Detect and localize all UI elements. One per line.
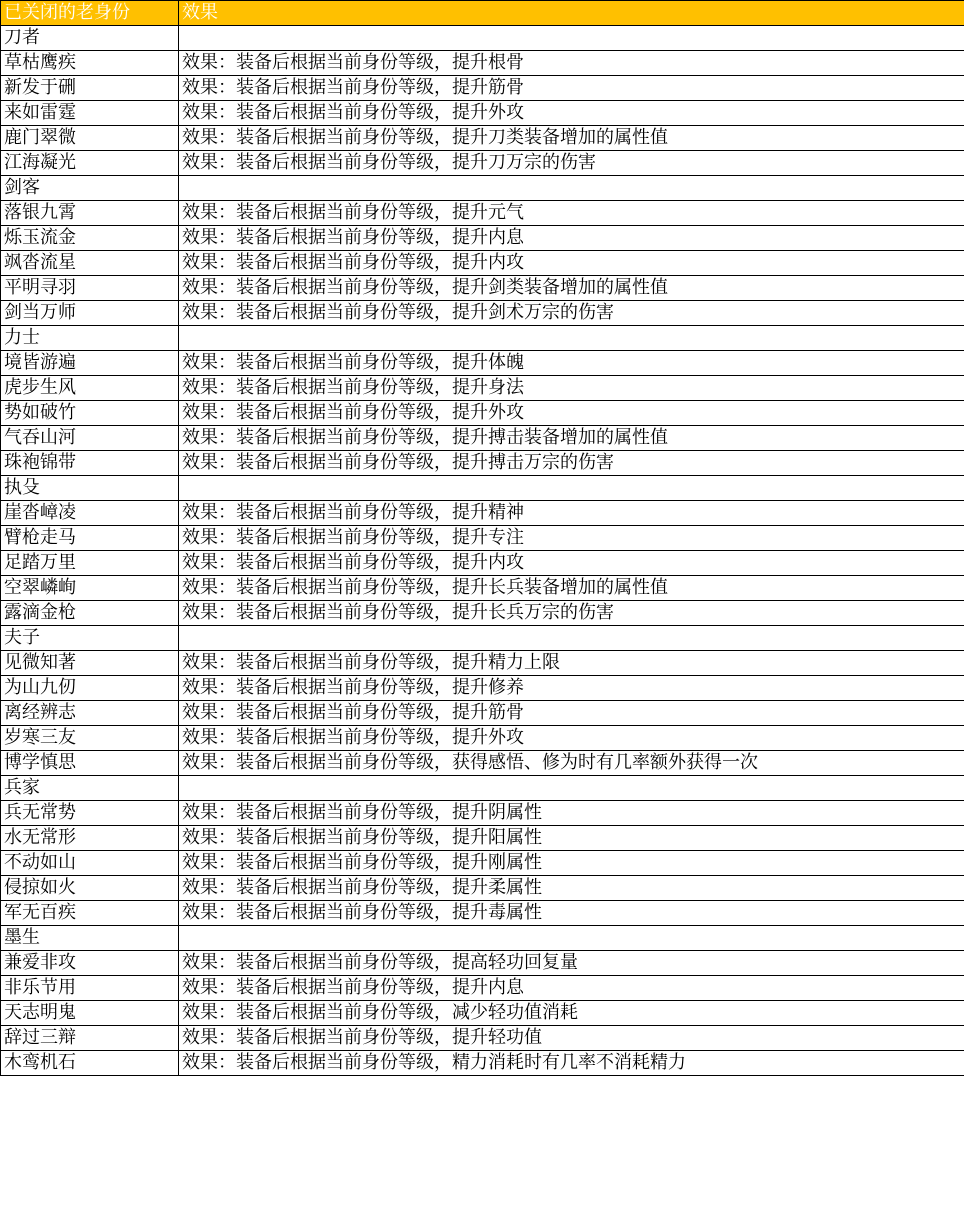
table-row [1, 826, 964, 851]
identity-cell[interactable]: 离经辨志 [1, 701, 179, 726]
identity-cell[interactable]: 执殳 [1, 476, 179, 501]
effect-cell[interactable]: 效果：装备后根据当前身份等级，提升内息 [179, 226, 964, 251]
effect-cell[interactable]: 效果：装备后根据当前身份等级，提升搏击装备增加的属性值 [179, 426, 964, 451]
identity-cell[interactable]: 烁玉流金 [1, 226, 179, 251]
effect-cell[interactable]: 效果：装备后根据当前身份等级，提升内息 [179, 976, 964, 1001]
identity-cell[interactable]: 落银九霄 [1, 201, 179, 226]
effect-cell[interactable]: 效果：装备后根据当前身份等级，提升外攻 [179, 726, 964, 751]
table-row [1, 401, 964, 426]
table-row [1, 251, 964, 276]
effect-cell[interactable] [179, 776, 964, 801]
table-row [1, 751, 964, 776]
table-row [1, 301, 964, 326]
identity-cell[interactable]: 墨生 [1, 926, 179, 951]
identity-cell[interactable]: 博学慎思 [1, 751, 179, 776]
table-row [1, 651, 964, 676]
effect-cell[interactable]: 效果：装备后根据当前身份等级，提升长兵装备增加的属性值 [179, 576, 964, 601]
effect-cell[interactable]: 效果：装备后根据当前身份等级，提升专注 [179, 526, 964, 551]
table-row [1, 151, 964, 176]
identity-cell[interactable]: 势如破竹 [1, 401, 179, 426]
effect-cell[interactable] [179, 326, 964, 351]
identity-cell[interactable]: 辞过三辩 [1, 1026, 179, 1051]
effect-cell[interactable]: 效果：装备后根据当前身份等级，减少轻功值消耗 [179, 1001, 964, 1026]
table-body [1, 26, 964, 1076]
effect-cell[interactable]: 效果：装备后根据当前身份等级，提升刚属性 [179, 851, 964, 876]
table-row [1, 326, 964, 351]
identity-cell[interactable]: 气吞山河 [1, 426, 179, 451]
table-row [1, 901, 964, 926]
effect-cell[interactable]: 效果：装备后根据当前身份等级，获得感悟、修为时有几率额外获得一次 [179, 751, 964, 776]
effect-cell[interactable] [179, 176, 964, 201]
identity-cell[interactable]: 军无百疾 [1, 901, 179, 926]
identity-cell[interactable]: 夫子 [1, 626, 179, 651]
table-row [1, 1001, 964, 1026]
identity-cell[interactable]: 境皆游遍 [1, 351, 179, 376]
effect-cell[interactable]: 效果：装备后根据当前身份等级，提升身法 [179, 376, 964, 401]
table-row [1, 626, 964, 651]
identity-cell[interactable]: 平明寻羽 [1, 276, 179, 301]
identity-cell[interactable]: 刀者 [1, 26, 179, 51]
identity-cell[interactable]: 空翠嶙峋 [1, 576, 179, 601]
table-row [1, 576, 964, 601]
effect-cell[interactable]: 效果：装备后根据当前身份等级，提升精神 [179, 501, 964, 526]
effect-cell[interactable]: 效果：装备后根据当前身份等级，精力消耗时有几率不消耗精力 [179, 1051, 964, 1076]
effect-cell[interactable]: 效果：装备后根据当前身份等级，提升修养 [179, 676, 964, 701]
effect-cell[interactable]: 效果：装备后根据当前身份等级，提升内攻 [179, 251, 964, 276]
identity-cell[interactable]: 新发于硎 [1, 76, 179, 101]
header-effect[interactable]: 效果 [179, 1, 964, 26]
identity-cell[interactable]: 天志明鬼 [1, 1001, 179, 1026]
identity-cell[interactable]: 兵无常势 [1, 801, 179, 826]
identity-cell[interactable]: 足踏万里 [1, 551, 179, 576]
header-identity[interactable]: 已关闭的老身份 [1, 1, 179, 26]
effect-cell[interactable] [179, 26, 964, 51]
identity-cell[interactable]: 侵掠如火 [1, 876, 179, 901]
effect-cell[interactable]: 效果：装备后根据当前身份等级，提升轻功值 [179, 1026, 964, 1051]
identity-cell[interactable]: 飒沓流星 [1, 251, 179, 276]
identity-cell[interactable]: 力士 [1, 326, 179, 351]
table-row [1, 951, 964, 976]
identity-cell[interactable]: 江海凝光 [1, 151, 179, 176]
effect-cell[interactable]: 效果：装备后根据当前身份等级，提升柔属性 [179, 876, 964, 901]
identity-cell[interactable]: 珠袍锦带 [1, 451, 179, 476]
table-row [1, 701, 964, 726]
table-row [1, 201, 964, 226]
table-row [1, 126, 964, 151]
table-row [1, 526, 964, 551]
effect-cell[interactable]: 效果：装备后根据当前身份等级，提升剑术万宗的伤害 [179, 301, 964, 326]
table-row [1, 176, 964, 201]
identity-cell[interactable]: 剑客 [1, 176, 179, 201]
table-row [1, 26, 964, 51]
effect-cell[interactable] [179, 476, 964, 501]
table-row [1, 501, 964, 526]
effect-cell[interactable]: 效果：装备后根据当前身份等级，提升筋骨 [179, 701, 964, 726]
identity-cell[interactable]: 岁寒三友 [1, 726, 179, 751]
table-row [1, 226, 964, 251]
table-row [1, 276, 964, 301]
effect-cell[interactable]: 效果：装备后根据当前身份等级，提升元气 [179, 201, 964, 226]
table-row [1, 851, 964, 876]
header-row [1, 1, 964, 26]
effect-cell[interactable]: 效果：装备后根据当前身份等级，提升长兵万宗的伤害 [179, 601, 964, 626]
identity-cell[interactable]: 木鸾机石 [1, 1051, 179, 1076]
table-row [1, 476, 964, 501]
table-row [1, 451, 964, 476]
identity-cell[interactable]: 剑当万师 [1, 301, 179, 326]
effect-cell[interactable]: 效果：装备后根据当前身份等级，提升内攻 [179, 551, 964, 576]
identity-cell[interactable]: 崖沓嶂凌 [1, 501, 179, 526]
effect-cell[interactable] [179, 926, 964, 951]
identity-cell[interactable]: 兵家 [1, 776, 179, 801]
effect-cell[interactable]: 效果：装备后根据当前身份等级，提升外攻 [179, 401, 964, 426]
identity-cell[interactable]: 见微知著 [1, 651, 179, 676]
effect-cell[interactable]: 效果：装备后根据当前身份等级，提升刀万宗的伤害 [179, 151, 964, 176]
table-row [1, 51, 964, 76]
table-row [1, 726, 964, 751]
effect-cell[interactable]: 效果：装备后根据当前身份等级，提升外攻 [179, 101, 964, 126]
identity-cell[interactable]: 非乐节用 [1, 976, 179, 1001]
effect-cell[interactable]: 效果：装备后根据当前身份等级，提升精力上限 [179, 651, 964, 676]
table-row [1, 1051, 964, 1076]
identity-cell[interactable]: 水无常形 [1, 826, 179, 851]
effect-cell[interactable]: 效果：装备后根据当前身份等级，提升根骨 [179, 51, 964, 76]
table-row [1, 1026, 964, 1051]
effect-cell[interactable]: 效果：装备后根据当前身份等级，提升体魄 [179, 351, 964, 376]
effect-cell[interactable]: 效果：装备后根据当前身份等级，提升阴属性 [179, 801, 964, 826]
table-row [1, 601, 964, 626]
identity-cell[interactable]: 为山九仞 [1, 676, 179, 701]
table-row [1, 676, 964, 701]
effect-cell[interactable]: 效果：装备后根据当前身份等级，提升搏击万宗的伤害 [179, 451, 964, 476]
table-row [1, 776, 964, 801]
table-row [1, 351, 964, 376]
effect-cell[interactable]: 效果：装备后根据当前身份等级，提升筋骨 [179, 76, 964, 101]
identity-cell[interactable]: 鹿门翠微 [1, 126, 179, 151]
table-row [1, 376, 964, 401]
table-row [1, 926, 964, 951]
effect-cell[interactable]: 效果：装备后根据当前身份等级，提升剑类装备增加的属性值 [179, 276, 964, 301]
effect-cell[interactable]: 效果：装备后根据当前身份等级，提升阳属性 [179, 826, 964, 851]
identity-cell[interactable]: 来如雷霆 [1, 101, 179, 126]
identity-cell[interactable]: 兼爱非攻 [1, 951, 179, 976]
identity-cell[interactable]: 臂枪走马 [1, 526, 179, 551]
identity-cell[interactable]: 不动如山 [1, 851, 179, 876]
table-row [1, 101, 964, 126]
effect-cell[interactable]: 效果：装备后根据当前身份等级，提高轻功回复量 [179, 951, 964, 976]
table-row [1, 801, 964, 826]
effect-cell[interactable]: 效果：装备后根据当前身份等级，提升毒属性 [179, 901, 964, 926]
identity-cell[interactable]: 露滴金枪 [1, 601, 179, 626]
identity-cell[interactable]: 草枯鹰疾 [1, 51, 179, 76]
table-row [1, 876, 964, 901]
table-row [1, 76, 964, 101]
table-row [1, 976, 964, 1001]
effect-cell[interactable] [179, 626, 964, 651]
table-row [1, 551, 964, 576]
table-row [1, 426, 964, 451]
effect-cell[interactable]: 效果：装备后根据当前身份等级，提升刀类装备增加的属性值 [179, 126, 964, 151]
identity-cell[interactable]: 虎步生风 [1, 376, 179, 401]
